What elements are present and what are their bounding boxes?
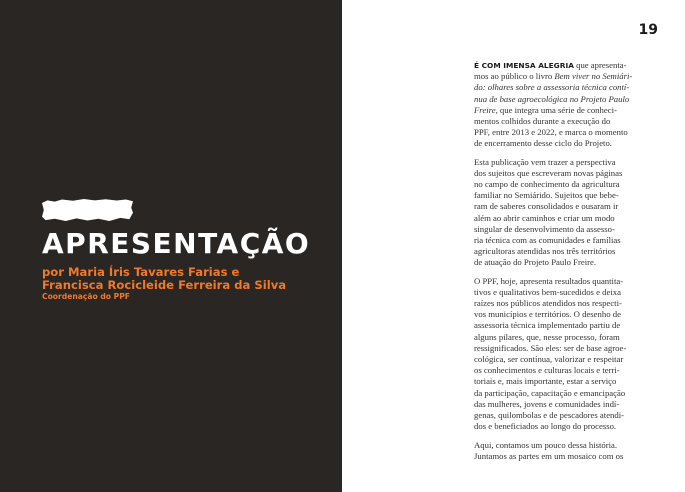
- text-line: [474, 71, 649, 82]
- text-line: agricultoras atendidas nos três territórios: [474, 246, 616, 257]
- chapter-title: APRESENTAÇÃO: [42, 227, 311, 260]
- text-fragment: mos ao público o livro: [474, 71, 555, 82]
- brush-stroke-decoration: [42, 199, 133, 221]
- left-page: [0, 0, 342, 492]
- text-line: [474, 105, 649, 116]
- author-line: Francisca Rocicleide Ferreira da Silva: [42, 278, 287, 292]
- text-line: das mulheres, jovens e comunidades indí-: [474, 398, 620, 409]
- text-line: O PPF, hoje, apresenta resultados quantita-: [474, 275, 624, 286]
- text-line: genas, quilombolas e de pescadores atendi-: [474, 410, 625, 421]
- text-line: mentos colhidos durante a execução do: [474, 116, 611, 127]
- text-line: [474, 60, 649, 71]
- authors-byline: [42, 266, 286, 292]
- text-line: singular de desenvolvimento da assesso-: [474, 223, 615, 234]
- lead-in-caps: É COM IMENSA ALEGRIA: [474, 61, 574, 70]
- text-line: ria técnica com as comunidades e famílias: [474, 235, 621, 246]
- text-line: assessoria técnica implementado partiu de: [474, 320, 621, 331]
- book-title-italic: do: olhares sobre a assessoria técnica contí-: [474, 82, 630, 93]
- text-line: os conhecimentos e culturas locais e terri-: [474, 365, 620, 376]
- body-text: [474, 60, 649, 469]
- text-line: no campo de conhecimento da agricultura: [474, 179, 620, 190]
- text-line: tivos e qualitativos bem-sucedidos e deixa: [474, 286, 621, 297]
- book-title-italic: nua de base agroecológica no Projeto Paulo: [474, 93, 630, 104]
- text-line: da participação, capacitação e emancipação: [474, 387, 626, 398]
- text-line: alguns pilares, que, nesse processo, foram: [474, 331, 620, 342]
- paragraph-history: [474, 440, 649, 462]
- text-line: dos e beneficiados ao longo do processo.: [474, 421, 617, 432]
- text-line: Aqui, contamos um pouco dessa história.: [474, 439, 618, 450]
- text-line: dos sujeitos que escreveram novas páginas: [474, 167, 623, 178]
- text-line: vos municípios e territórios. O desenho de: [474, 309, 621, 320]
- text-line: além ao abrir caminhos e criar um modo: [474, 212, 615, 223]
- page-number: 19: [638, 22, 658, 38]
- coordination-label: Coordenação do PPF: [42, 292, 130, 301]
- paragraph-intro: [474, 60, 649, 150]
- text-line: PPF, entre 2013 e 2022, e marca o momento: [474, 127, 628, 138]
- text-fragment: que apresenta-: [573, 60, 627, 70]
- text-line: cológica, ser contínua, valorizar e respeitar: [474, 354, 624, 365]
- text-line: Juntamos as partes em um mosaico com os: [474, 450, 624, 461]
- text-line: de encerramento desse ciclo do Projeto.: [474, 138, 612, 149]
- text-fragment: , que integra uma série de conheci-: [495, 104, 617, 115]
- text-line: toriais e, mais importante, estar a serviço: [474, 376, 617, 387]
- author-line: por Maria Íris Tavares Farias e: [42, 265, 240, 279]
- text-line: raízes nos públicos atendidos nos respecti-: [474, 298, 622, 309]
- text-line: ressignificados. São eles: ser de base agroe-: [474, 342, 627, 353]
- text-line: ram de saberes consolidados e ousaram ir: [474, 201, 619, 212]
- paragraph-publication: [474, 157, 649, 269]
- text-line: familiar no Semiárido. Sujeitos que bebe-: [474, 190, 619, 201]
- text-line: de atuação do Projeto Paulo Freire.: [474, 257, 597, 268]
- book-title-italic: Freire: [474, 104, 496, 115]
- text-line: Esta publicação vem trazer a perspectiva: [474, 156, 616, 167]
- paragraph-results: [474, 276, 649, 433]
- book-title-italic: Bem viver no Semiári-: [554, 71, 633, 82]
